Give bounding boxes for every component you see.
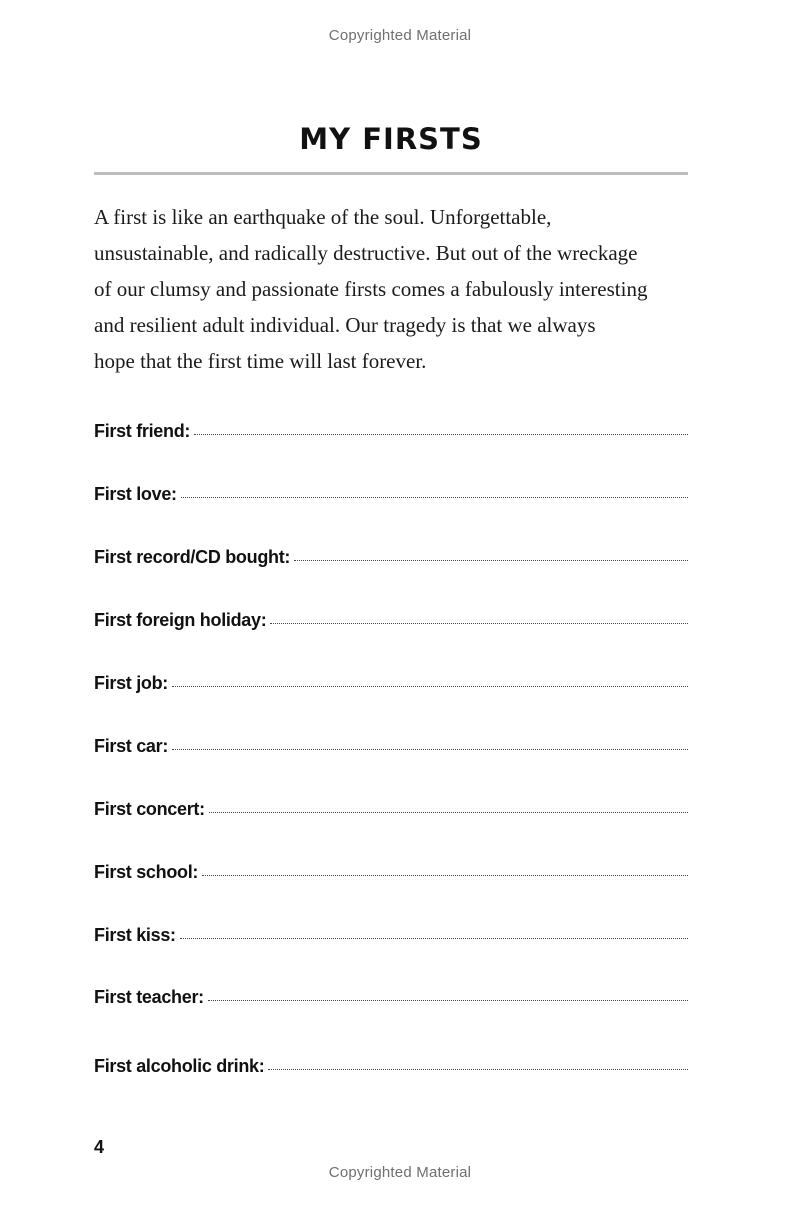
field-first-love[interactable]	[94, 484, 688, 505]
page-number: 4	[94, 1137, 105, 1157]
field-first-job[interactable]	[94, 673, 688, 694]
field-first-friend[interactable]	[94, 421, 688, 442]
field-write-line[interactable]	[194, 433, 688, 435]
field-write-line[interactable]	[172, 685, 688, 687]
field-first-concert[interactable]	[94, 799, 688, 820]
field-first-record[interactable]	[94, 547, 688, 568]
field-write-line[interactable]	[268, 1068, 688, 1070]
field-write-line[interactable]	[209, 811, 688, 813]
field-label: First car:	[94, 736, 169, 756]
field-first-car[interactable]	[94, 736, 688, 757]
copyright-watermark-bottom: Copyrighted Material	[328, 1164, 472, 1181]
field-write-line[interactable]	[208, 999, 688, 1001]
field-label: First love:	[94, 484, 177, 504]
field-write-line[interactable]	[181, 496, 688, 498]
firsts-form	[94, 0, 688, 1207]
intro-line: hope that the first time will last forever.	[94, 349, 427, 373]
field-label: First friend:	[94, 421, 191, 441]
page-title: MY FIRSTS	[299, 122, 483, 156]
field-write-line[interactable]	[202, 874, 688, 876]
field-label: First foreign holiday:	[94, 610, 267, 630]
field-first-teacher[interactable]	[94, 987, 688, 1008]
intro-line: of our clumsy and passionate firsts comes a fabulously interesting	[94, 277, 648, 301]
intro-line: A first is like an earthquake of the soul. Unforgettable,	[94, 205, 552, 229]
field-label: First record/CD bought:	[94, 547, 291, 567]
field-label: First job:	[94, 673, 168, 693]
field-write-line[interactable]	[270, 622, 688, 624]
intro-line: and resilient adult individual. Our tragedy is that we always	[94, 313, 596, 337]
field-label: First alcoholic drink:	[94, 1056, 265, 1076]
intro-line: unsustainable, and radically destructive. But out of the wreckage	[94, 241, 638, 265]
field-label: First teacher:	[94, 987, 204, 1007]
field-label: First kiss:	[94, 925, 176, 945]
field-write-line[interactable]	[172, 748, 688, 750]
field-label: First concert:	[94, 799, 205, 819]
field-label: First school:	[94, 862, 199, 882]
field-first-school[interactable]	[94, 862, 688, 883]
field-first-alcoholic-drink[interactable]	[94, 1056, 688, 1077]
copyright-watermark-top: Copyrighted Material	[328, 27, 472, 44]
field-first-kiss[interactable]	[94, 925, 688, 946]
field-write-line[interactable]	[294, 559, 688, 561]
field-first-foreign-holiday[interactable]	[94, 610, 688, 631]
field-write-line[interactable]	[180, 937, 688, 939]
